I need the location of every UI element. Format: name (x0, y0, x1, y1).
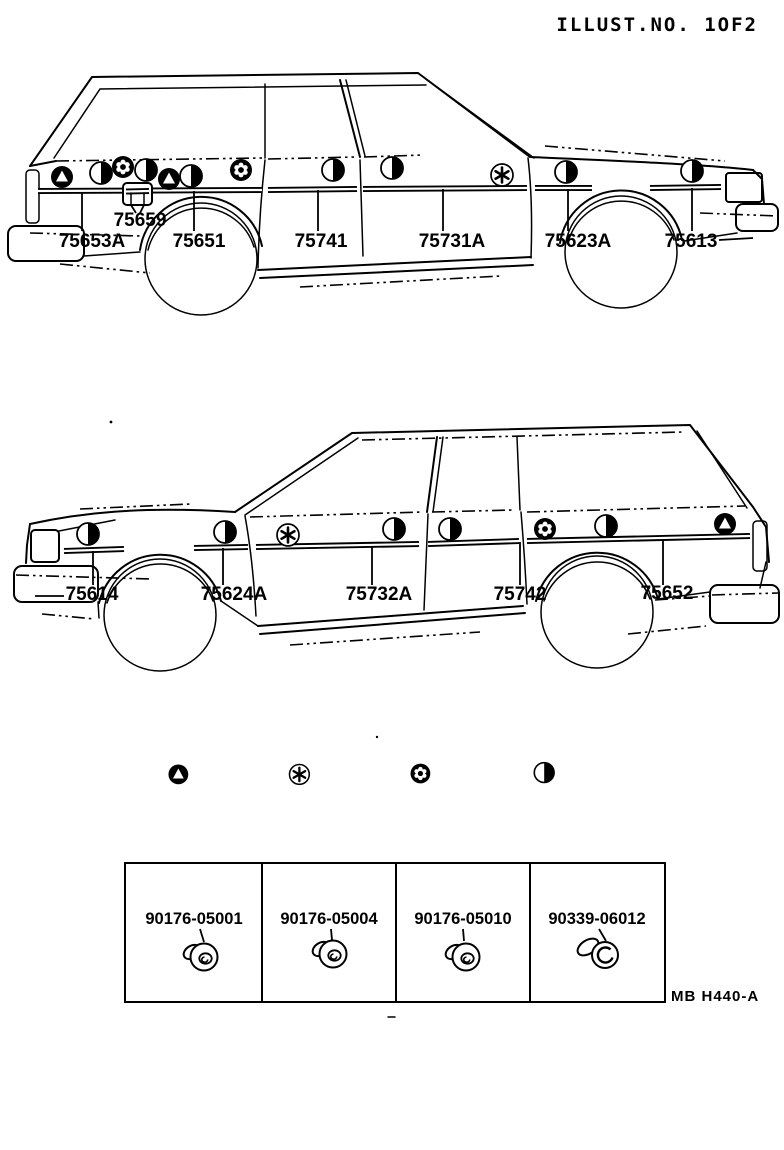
bottom-car-callouts (35, 539, 693, 605)
asterisk-clip-icon (491, 164, 513, 186)
top-car-headlight (726, 173, 762, 202)
half-circle-clip-icon (322, 159, 344, 181)
illust-number: ILLUST.NO. 1OF2 (556, 14, 758, 36)
part-label: 75624A (200, 584, 268, 605)
ring-legend-icon (411, 764, 431, 784)
bottom-car-rear-wheel (541, 556, 653, 668)
part-label: 75659 (113, 210, 167, 231)
top-car-front-bumper (736, 204, 778, 231)
half-circle-clip-icon (681, 160, 703, 182)
fastener-legend (125, 763, 759, 1017)
triangle-clip-icon (51, 166, 73, 188)
triangle-clip-icon (158, 168, 180, 190)
half-circle-clip-icon (180, 165, 202, 187)
bottom-car-front-wheel (104, 559, 216, 671)
half-circle-clip-icon (595, 515, 617, 537)
ring-clip-icon (534, 518, 556, 540)
half-circle-clip-icon (90, 162, 112, 184)
ring-clip-icon (230, 159, 252, 181)
scan-speck (376, 736, 378, 738)
top-car-tail-lamp (26, 170, 39, 223)
bottom-car-headlight (31, 530, 59, 562)
figure-code: MB H440-A (671, 988, 760, 1005)
bottom-car-body (14, 425, 779, 671)
part-label: 75742 (493, 584, 547, 605)
part-label: 75614 (65, 584, 119, 605)
half-circle-clip-icon (214, 521, 236, 543)
half-circle-legend-icon (534, 763, 554, 783)
part-label: 75741 (294, 231, 348, 252)
ring-clip-icon (112, 156, 134, 178)
part-label: 75652 (640, 583, 694, 604)
half-circle-clip-icon (135, 159, 157, 181)
part-label: 75653A (58, 231, 126, 252)
half-circle-clip-icon (381, 157, 403, 179)
legend-part-number: 90339-06012 (548, 910, 646, 928)
bottom-car-rear-bumper (710, 585, 779, 623)
part-label: 75732A (345, 584, 413, 605)
top-car-front-wheel (565, 196, 677, 308)
legend-part-number: 90176-05010 (414, 910, 512, 928)
bottom-car (14, 425, 779, 671)
triangle-clip-icon (714, 513, 736, 535)
triangle-legend-icon (168, 765, 188, 785)
part-label: 75731A (418, 231, 486, 252)
asterisk-legend-icon (289, 765, 309, 785)
half-circle-clip-icon (555, 161, 577, 183)
legend-part-number: 90176-05001 (145, 910, 243, 928)
top-car (8, 73, 778, 315)
asterisk-clip-icon (277, 524, 299, 546)
half-circle-clip-icon (77, 523, 99, 545)
part-label: 75623A (544, 231, 612, 252)
part-label: 75613 (664, 231, 718, 252)
legend-part-number: 90176-05004 (280, 910, 378, 928)
part-label: 75651 (172, 231, 226, 252)
bottom-car-moulding (64, 536, 750, 551)
scan-speck (110, 421, 113, 424)
half-circle-clip-icon (383, 518, 405, 540)
half-circle-clip-icon (439, 518, 461, 540)
